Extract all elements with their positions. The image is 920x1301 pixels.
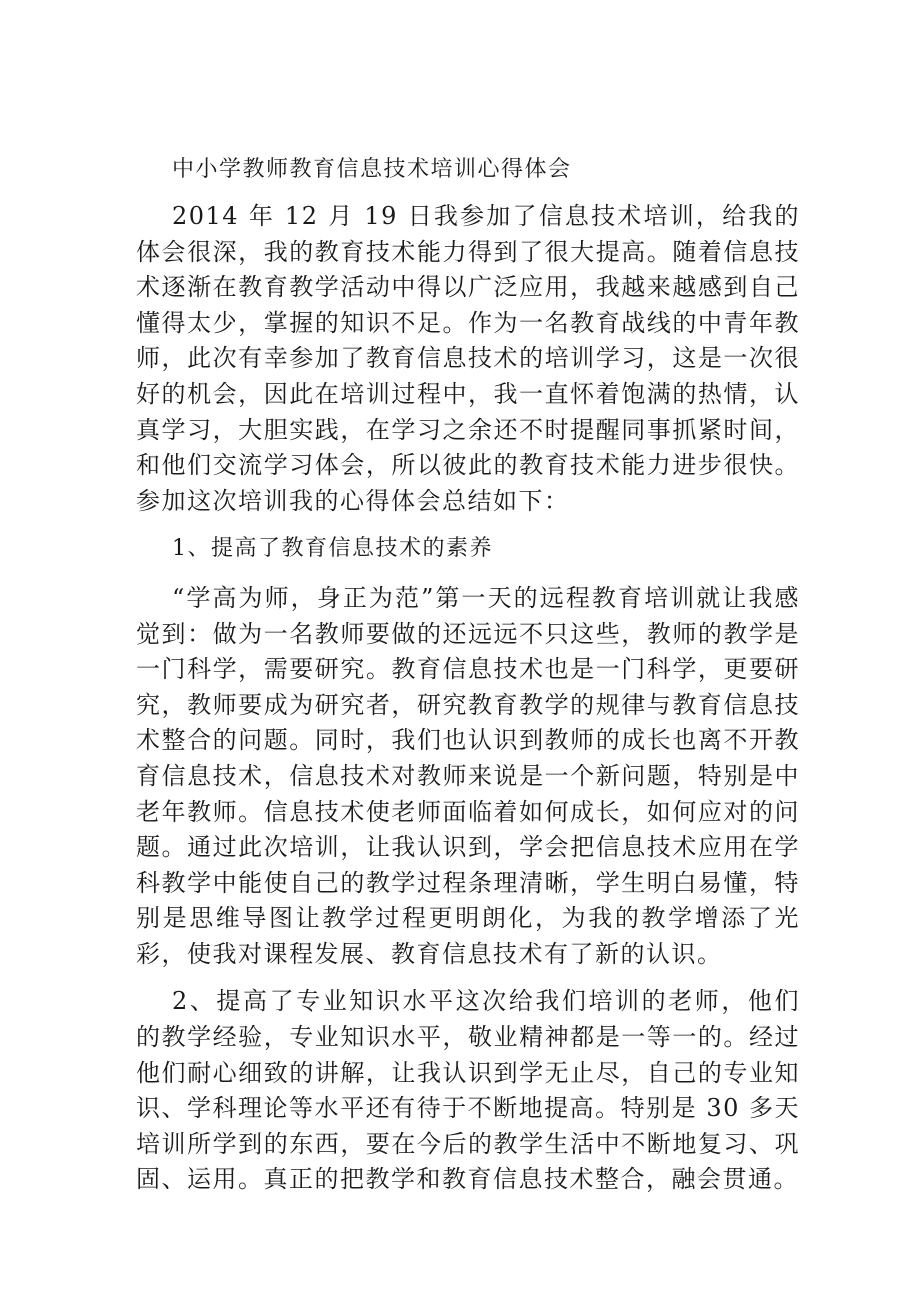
document-body — [136, 152, 800, 1210]
paragraph-intro: 2014 年 12 月 19 日我参加了信息技术培训，给我的体会很深，我的教育技术能力得到了很大提高。随着信息技术逐渐在教育教学活动中得以广泛应用，我越来越感到自己懂得太少，掌握的知识不足。作为一名教育战线的中青年教师，此次有幸参加了教育信息技术的培训学习，这是一次很好的机会，因此在培训过程中，我一直怀着饱满的热情，认真学习，大胆实践，在学习之余还不时提醒同事抓紧时间，和他们交流学习体会，所以彼此的教育技术能力进步很快。参加这次培训我的心得体会总结如下： — [136, 202, 800, 515]
document-title: 中小学教师教育信息技术培训心得体会 — [172, 157, 572, 182]
paragraph-section-2: 2、提高了专业知识水平这次给我们培训的老师，他们的教学经验，专业知识水平，敬业精神都是一等一的。经过他们耐心细致的讲解，让我认识到学无止尽，自己的专业知识、学科理论等水平还有待于不断地提高。特别是 30 多天培训所学到的东西，要在今后的教学生活中不断地复习、巩固、运用。真正的把教学和教育信息技术整合，融会贯通。 — [136, 987, 800, 1194]
paragraph-section-1: “学高为师，身正为范”第一天的远程教育培训就让我感觉到：做为一名教师要做的还远远不只这些，教师的教学是一门科学，需要研究。教育信息技术也是一门科学，更要研究，教师要成为研究者，研究教育教学的规律与教育信息技术整合的问题。同时，我们也认识到教师的成长也离不开教育信息技术，信息技术对教师来说是一个新问题，特别是中老年教师。信息技术使老师面临着如何成长，如何应对的问题。通过此次培训，让我认识到，学会把信息技术应用在学科教学中能使自己的教学过程条理清晰，学生明白易懂，特别是思维导图让教学过程更明朗化，为我的教学增添了光彩，使我对课程发展、教育信息技术有了新的认识。 — [136, 583, 800, 968]
section-heading-1: 1、提高了教育信息技术的素养 — [172, 536, 493, 562]
